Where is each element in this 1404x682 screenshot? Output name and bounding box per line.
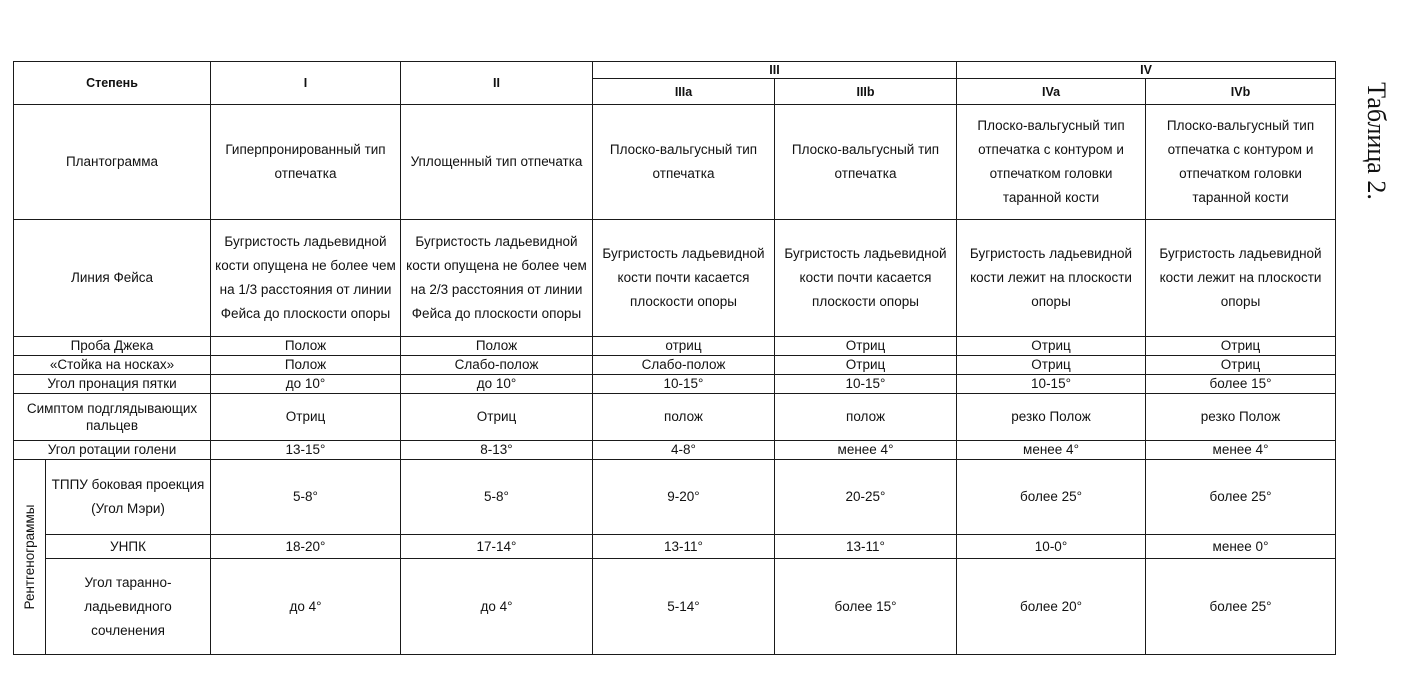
cell-value: 5-8°	[401, 460, 593, 535]
cell-value: Полож	[211, 337, 401, 356]
row-jack-test	[14, 337, 1336, 356]
cell-value: более 20°	[957, 559, 1146, 655]
cell-value: до 10°	[401, 375, 593, 394]
cell-value: Отриц	[775, 337, 957, 356]
row-label: ТППУ боковая проекция (Угол Мэри)	[46, 460, 211, 535]
header-degree-iiib: IIIb	[775, 79, 957, 105]
cell-value: менее 4°	[775, 441, 957, 460]
xray-group-label-text: Рентгенограммы	[21, 504, 37, 610]
cell-value: Бугристость ладьевидной кости почти касается плоскости опоры	[775, 220, 957, 337]
cell-value: Полож	[401, 337, 593, 356]
row-tiptoe-stand	[14, 356, 1336, 375]
cell-value: Плоско-вальгусный тип отпечатка с контуром и отпечатком головки таранной кости	[1146, 105, 1336, 220]
table-caption	[1354, 66, 1398, 216]
header-degree-iva: IVa	[957, 79, 1146, 105]
header-degree-i: I	[211, 62, 401, 105]
xray-group-label	[14, 460, 46, 655]
row-label: Плантограмма	[14, 105, 211, 220]
row-feiss-line	[14, 220, 1336, 337]
cell-value: Бугристость ладьевидной кости опущена не более чем на 2/3 расстояния от линии Фейса до плоскости опоры	[401, 220, 593, 337]
cell-value: до 4°	[401, 559, 593, 655]
cell-value: Отриц	[211, 394, 401, 441]
cell-value: Отриц	[775, 356, 957, 375]
cell-value: Слабо-полож	[401, 356, 593, 375]
header-degree-iv: IV	[957, 62, 1336, 79]
cell-value: 18-20°	[211, 535, 401, 559]
cell-value: более 25°	[1146, 460, 1336, 535]
row-unpk	[14, 535, 1336, 559]
cell-value: Полож	[211, 356, 401, 375]
cell-value: Бугристость ладьевидной кости лежит на плоскости опоры	[1146, 220, 1336, 337]
row-label: Угол ротации голени	[14, 441, 211, 460]
cell-value: полож	[775, 394, 957, 441]
cell-value: Отриц	[1146, 337, 1336, 356]
cell-value: резко Полож	[1146, 394, 1336, 441]
cell-value: менее 0°	[1146, 535, 1336, 559]
cell-value: более 15°	[1146, 375, 1336, 394]
cell-value: до 10°	[211, 375, 401, 394]
cell-value: резко Полож	[957, 394, 1146, 441]
row-label: Проба Джека	[14, 337, 211, 356]
row-label: «Стойка на носках»	[14, 356, 211, 375]
cell-value: 10-15°	[593, 375, 775, 394]
row-talonavicular-angle	[14, 559, 1336, 655]
cell-value: менее 4°	[957, 441, 1146, 460]
cell-value: 13-15°	[211, 441, 401, 460]
row-label: Симптом подглядывающих пальцев	[14, 394, 211, 441]
cell-value: 5-14°	[593, 559, 775, 655]
xray-group-label-wrap	[18, 462, 42, 652]
cell-value: до 4°	[211, 559, 401, 655]
cell-value: 5-8°	[211, 460, 401, 535]
cell-value: более 15°	[775, 559, 957, 655]
cell-value: 10-15°	[957, 375, 1146, 394]
cell-value: Плоско-вальгусный тип отпечатка	[775, 105, 957, 220]
cell-value: 10-0°	[957, 535, 1146, 559]
header-degree-ivb: IVb	[1146, 79, 1336, 105]
cell-value: Бугристость ладьевидной кости лежит на плоскости опоры	[957, 220, 1146, 337]
header-param-label: Степень	[14, 62, 211, 105]
row-tibial-rotation-angle	[14, 441, 1336, 460]
cell-value: менее 4°	[1146, 441, 1336, 460]
cell-value: полож	[593, 394, 775, 441]
cell-value: Гиперпронированный тип отпечатка	[211, 105, 401, 220]
cell-value: 9-20°	[593, 460, 775, 535]
cell-value: 13-11°	[775, 535, 957, 559]
cell-value: 4-8°	[593, 441, 775, 460]
row-too-many-toes-sign	[14, 394, 1336, 441]
cell-value: 17-14°	[401, 535, 593, 559]
cell-value: Уплощенный тип отпечатка	[401, 105, 593, 220]
cell-value: более 25°	[957, 460, 1146, 535]
classification-table	[13, 61, 1336, 655]
cell-value: Бугристость ладьевидной кости почти касается плоскости опоры	[593, 220, 775, 337]
row-label: Линия Фейса	[14, 220, 211, 337]
cell-value: 8-13°	[401, 441, 593, 460]
cell-value: Отриц	[401, 394, 593, 441]
cell-value: отриц	[593, 337, 775, 356]
cell-value: Бугристость ладьевидной кости опущена не более чем на 1/3 расстояния от линии Фейса до плоскости опоры	[211, 220, 401, 337]
cell-value: 10-15°	[775, 375, 957, 394]
row-heel-pronation-angle	[14, 375, 1336, 394]
row-label: УНПК	[46, 535, 211, 559]
row-meary-angle	[14, 460, 1336, 535]
cell-value: Слабо-полож	[593, 356, 775, 375]
cell-value: 20-25°	[775, 460, 957, 535]
row-plantogram	[14, 105, 1336, 220]
row-label: Угол пронация пятки	[14, 375, 211, 394]
cell-value: Отриц	[1146, 356, 1336, 375]
cell-value: более 25°	[1146, 559, 1336, 655]
cell-value: Плоско-вальгусный тип отпечатка с контуром и отпечатком головки таранной кости	[957, 105, 1146, 220]
cell-value: Плоско-вальгусный тип отпечатка	[593, 105, 775, 220]
header-degree-iiia: IIIa	[593, 79, 775, 105]
header-degree-iii: III	[593, 62, 957, 79]
table-caption-text: Таблица 2.	[1362, 82, 1391, 200]
header-degree-ii: II	[401, 62, 593, 105]
cell-value: Отриц	[957, 356, 1146, 375]
cell-value: Отриц	[957, 337, 1146, 356]
row-label: Угол таранно-ладьевидного сочленения	[46, 559, 211, 655]
cell-value: 13-11°	[593, 535, 775, 559]
